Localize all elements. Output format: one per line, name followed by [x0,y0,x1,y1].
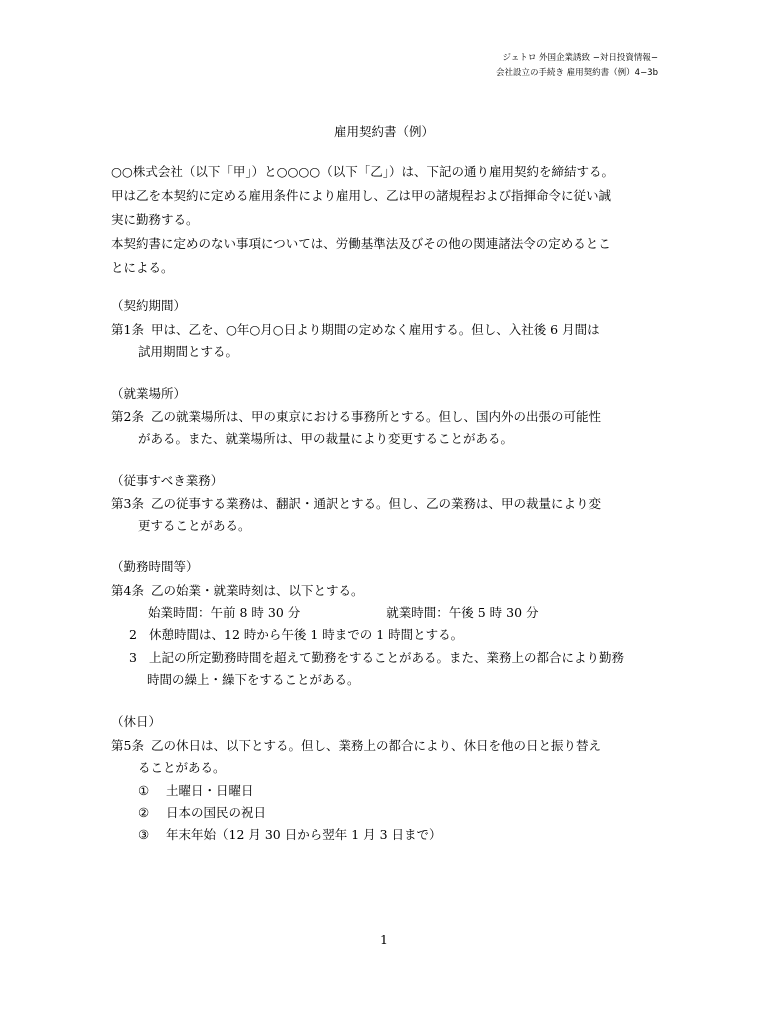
article-5-line-1 [111,736,601,756]
article-3-text: 乙の従事する業務は、翻訳・通訳とする。但し、乙の業務は、甲の裁量により変 [150,496,601,511]
article-4-number: 第4条 [111,583,144,598]
item-2-text: 休憩時間は、12 時から午後 1 時までの 1 時間とする。 [149,627,464,642]
section-5-heading: （休日） [111,714,162,729]
intro-line-4: 本契約書に定めのない事項については、労働基準法及びその他の関連諸法令の定めるとこ [111,236,611,251]
article-1-text: 甲は、乙を、○年○月○日より期間の定めなく雇用する。但し、入社後 6 月間は [150,322,600,337]
article-2-line-2: がある。また、就業場所は、甲の裁量により変更することがある。 [138,431,514,446]
article-4-line-1 [111,581,364,601]
holiday-text-1: 土曜日・日曜日 [166,783,254,798]
intro-line-3: 実に勤務する。 [111,212,199,227]
article-4-item-3 [129,648,624,668]
section-1-heading: （契約期間） [111,298,187,313]
end-time: 就業時間：午後 5 時 30 分 [386,605,539,620]
holiday-text-2: 日本の国民の祝日 [166,805,267,820]
intro-line-2: 甲は乙を本契約に定める雇用条件により雇用し、乙は甲の諸規程および指揮命令に従い誠 [111,188,612,203]
article-5-text: 乙の休日は、以下とする。但し、業務上の都合により、休日を他の日と振り替え [150,738,601,753]
article-2-text: 乙の就業場所は、甲の東京における事務所とする。但し、国内外の出張の可能性 [150,409,601,424]
holiday-mark-3: ③ [138,827,150,842]
start-time: 始業時間：午前 8 時 30 分 [148,605,301,620]
article-3-line-2: 更することがある。 [138,518,251,533]
intro-line-5: とによる。 [111,260,174,275]
document-header [496,51,658,81]
article-4-item-3-cont: 時間の繰上・繰下をすることがある。 [147,672,360,687]
article-2-line-1 [111,407,601,427]
holiday-item-1 [138,781,254,801]
section-2-heading: （就業場所） [111,386,187,401]
section-3-heading: （従事すべき業務） [111,473,224,488]
article-5-line-2: ることがある。 [138,760,226,775]
article-4-item-2 [129,625,463,645]
section-4-heading: （勤務時間等） [111,559,199,574]
article-3-number: 第3条 [111,496,144,511]
holiday-text-3: 年末年始（12 月 30 日から翌年 1 月 3 日まで） [166,827,442,842]
item-3-text: 上記の所定勤務時間を超えて勤務をすることがある。また、業務上の都合により勤務 [149,650,625,665]
article-1-line-1 [111,320,600,340]
holiday-item-3 [138,825,442,845]
work-hours-line [148,603,539,623]
page-number: 1 [380,932,388,947]
header-line-1: ジェトロ 外国企業誘致 −対日投資情報− [502,53,658,63]
item-3-number: 3 [129,650,137,665]
document-title: 雇用契約書（例） [333,124,434,139]
article-3-line-1 [111,494,601,514]
item-2-number: 2 [129,627,137,642]
holiday-mark-2: ② [138,805,150,820]
article-5-number: 第5条 [111,738,144,753]
article-2-number: 第2条 [111,409,144,424]
article-1-number: 第1条 [111,322,144,337]
header-line-2: 会社設立の手続き 雇用契約書（例）4−3b [495,68,658,78]
holiday-item-2 [138,803,266,823]
article-4-text: 乙の始業・就業時刻は、以下とする。 [150,583,364,598]
holiday-mark-1: ① [138,783,150,798]
article-1-line-2: 試用期間とする。 [138,344,239,359]
intro-line-1: ○○株式会社（以下「甲」）と○○○○（以下「乙」）は、下記の通り雇用契約を締結する。 [111,164,614,179]
